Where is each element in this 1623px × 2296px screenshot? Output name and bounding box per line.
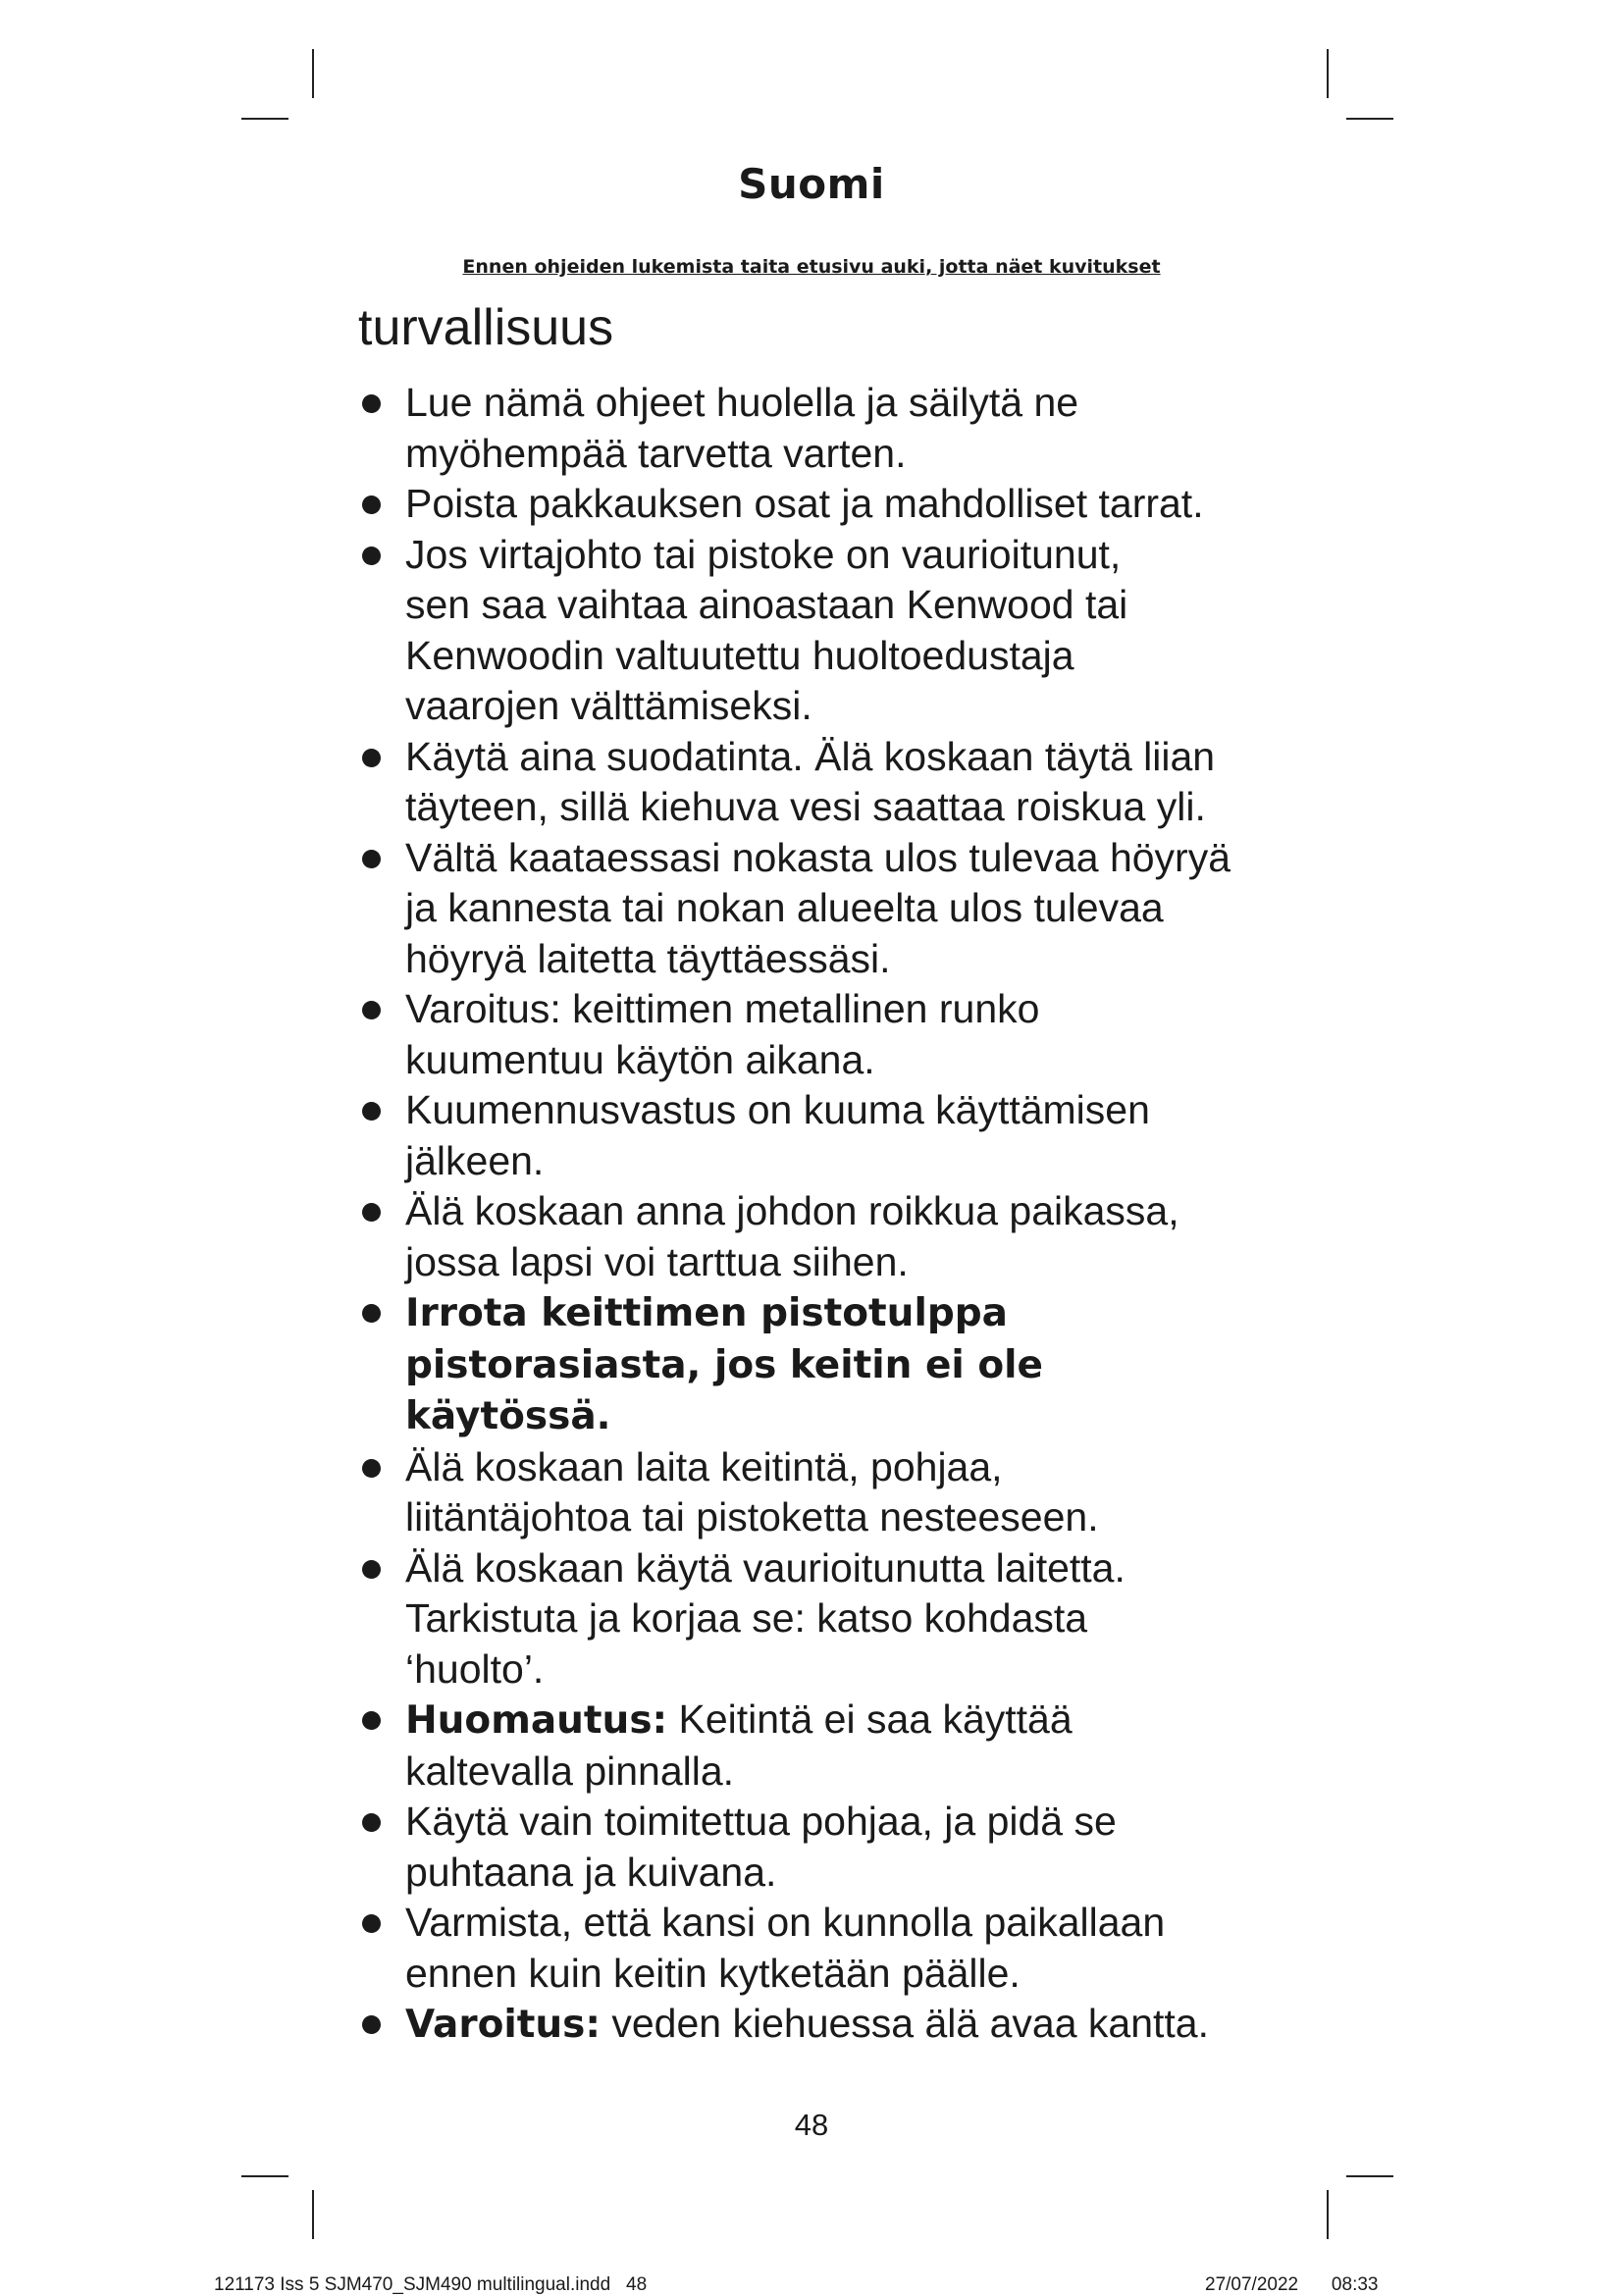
bullet-dot-icon [362, 749, 381, 767]
bullet-line [405, 429, 1298, 480]
bullet-line [405, 1593, 1298, 1644]
bullet-line [405, 631, 1298, 682]
bullet-item [356, 378, 1298, 479]
bullet-strong-text: pistorasiasta, jos keitin ei ole [405, 1342, 1043, 1387]
crop-mark-top-right-horizontal [1346, 118, 1393, 120]
bullet-text: Varmista, että kansi on kunnolla paikallaan [405, 1900, 1166, 1945]
bullet-line [405, 732, 1298, 783]
bullet-item [356, 1695, 1298, 1797]
bullet-line [405, 1848, 1298, 1899]
crop-mark-bottom-right-vertical [1327, 2190, 1329, 2239]
bullet-text: Varoitus: keittimen metallinen runko [405, 986, 1040, 1031]
bullet-text: Tarkistuta ja korjaa se: katso kohdasta [405, 1595, 1088, 1641]
bullet-text: Käytä aina suodatinta. Älä koskaan täytä liian [405, 733, 1216, 779]
bullet-dot-icon [362, 1001, 381, 1019]
bullet-dot-icon [362, 1102, 381, 1121]
bullet-item [356, 1898, 1298, 1999]
crop-mark-bottom-left-horizontal [241, 2175, 288, 2177]
bullet-line [405, 1390, 1298, 1442]
bullet-item [356, 1085, 1298, 1186]
bullet-line [405, 1492, 1298, 1543]
safety-bullet-list [356, 378, 1298, 2051]
bullet-dot-icon [362, 1914, 381, 1933]
bullet-dot-icon [362, 394, 381, 413]
bullet-item [356, 1999, 1298, 2051]
bullet-dot-icon [362, 1304, 381, 1323]
bullet-line [405, 1237, 1298, 1288]
bullet-text: Jos virtajohto tai pistoke on vaurioitunut, [405, 531, 1122, 577]
bullet-text: kuumentuu käytön aikana. [405, 1036, 875, 1082]
bullet-line [405, 1695, 1298, 1747]
crop-mark-top-left-vertical [312, 49, 314, 98]
bullet-text: Älä koskaan käytä vaurioitunutta laitetta. [405, 1544, 1126, 1591]
bullet-line [405, 1543, 1298, 1594]
bullet-text: jälkeen. [405, 1137, 545, 1183]
bullet-line [405, 1186, 1298, 1237]
bullet-line [405, 883, 1298, 934]
bullet-text: liitäntäjohtoa tai pistoketta nesteeseen. [405, 1494, 1099, 1539]
bullet-text: Käytä vain toimitettua pohjaa, ja pidä se [405, 1799, 1117, 1844]
bullet-text: Älä koskaan laita keitintä, pohjaa, [405, 1443, 1003, 1489]
bullet-dot-icon [362, 1203, 381, 1222]
bullet-line [405, 1339, 1298, 1391]
bullet-line [405, 1999, 1298, 2051]
bullet-line [405, 1287, 1298, 1339]
bullet-line [405, 1949, 1298, 2000]
crop-mark-top-left-horizontal [241, 118, 288, 120]
bullet-text: kaltevalla pinnalla. [405, 1748, 735, 1794]
bullet-text: höyryä laitetta täyttäessäsi. [405, 935, 891, 981]
bullet-dot-icon [362, 1560, 381, 1579]
bullet-text: vaarojen välttämiseksi. [405, 683, 812, 728]
bullet-item [356, 833, 1298, 985]
bullet-text: Älä koskaan anna johdon roikkua paikassa, [405, 1188, 1179, 1233]
bullet-text: Kuumennusvastus on kuuma käyttämisen [405, 1087, 1150, 1132]
bullet-dot-icon [362, 850, 381, 868]
footer-file-info: 121173 Iss 5 SJM470_SJM490 multilingual.indd 48 [214, 2274, 648, 2295]
bullet-line [405, 378, 1298, 429]
bullet-line [405, 934, 1298, 985]
bullet-text: ‘huolto’. [405, 1645, 545, 1692]
bullet-strong-text: käytössä. [405, 1394, 611, 1438]
bullet-line [405, 479, 1298, 530]
bullet-line [405, 984, 1298, 1035]
bullet-line [405, 530, 1298, 581]
bullet-text: täyteen, sillä kiehuva vesi saattaa roiskua yli. [405, 784, 1206, 829]
bullet-text: veden kiehuessa älä avaa kantta. [600, 2001, 1209, 2046]
language-title: Suomi [738, 160, 885, 208]
crop-mark-bottom-right-horizontal [1346, 2175, 1393, 2177]
bullet-item [356, 530, 1298, 732]
crop-mark-bottom-left-vertical [312, 2190, 314, 2239]
bullet-line [405, 1898, 1298, 1949]
bullet-dot-icon [362, 496, 381, 514]
bullet-line [405, 1085, 1298, 1136]
bullet-text: jossa lapsi voi tarttua siihen. [405, 1238, 909, 1284]
bullet-item [356, 1442, 1298, 1543]
bullet-text: Keitintä ei saa käyttää [667, 1696, 1073, 1742]
bullet-text: ja kannesta tai nokan alueelta ulos tulevaa [405, 885, 1164, 930]
bullet-line [405, 1442, 1298, 1493]
bullet-item [356, 479, 1298, 530]
bullet-text: Lue nämä ohjeet huolella ja säilytä ne [405, 380, 1079, 425]
bullet-item [356, 1287, 1298, 1442]
bullet-text: Vältä kaataessasi nokasta ulos tulevaa höyryä [405, 834, 1231, 880]
bullet-dot-icon [362, 2015, 381, 2034]
bullet-strong-text: Varoitus: [405, 2003, 601, 2047]
bullet-text: puhtaana ja kuivana. [405, 1849, 777, 1895]
intro-note: Ennen ohjeiden lukemista taita etusivu auki, jotta näet kuvitukset [462, 256, 1161, 278]
bullet-line [405, 580, 1298, 631]
bullet-line [405, 1644, 1298, 1696]
bullet-item [356, 732, 1298, 833]
bullet-item [356, 1186, 1298, 1287]
crop-mark-top-right-vertical [1327, 49, 1329, 98]
bullet-dot-icon [362, 547, 381, 565]
bullet-line [405, 1136, 1298, 1187]
bullet-strong-text: Huomautus: [405, 1698, 668, 1743]
bullet-dot-icon [362, 1459, 381, 1478]
bullet-line [405, 1797, 1298, 1848]
bullet-line [405, 833, 1298, 884]
bullet-item [356, 984, 1298, 1085]
bullet-line [405, 1747, 1298, 1798]
section-heading: turvallisuus [358, 299, 614, 356]
bullet-text: ennen kuin keitin kytketään päälle. [405, 1950, 1021, 1996]
bullet-item [356, 1797, 1298, 1898]
bullet-item [356, 1543, 1298, 1696]
bullet-dot-icon [362, 1711, 381, 1730]
bullet-text: sen saa vaihtaa ainoastaan Kenwood tai [405, 582, 1128, 627]
bullet-line [405, 1035, 1298, 1086]
footer-datetime: 27/07/2022 08:33 [1205, 2274, 1379, 2295]
page-number: 48 [794, 2108, 829, 2142]
bullet-strong-text: Irrota keittimen pistotulppa [405, 1291, 1008, 1335]
bullet-dot-icon [362, 1813, 381, 1832]
bullet-text: Kenwoodin valtuutettu huoltoedustaja [405, 632, 1074, 678]
bullet-line [405, 782, 1298, 833]
bullet-text: Poista pakkauksen osat ja mahdolliset tarrat. [405, 481, 1204, 526]
bullet-line [405, 681, 1298, 732]
bullet-text: myöhempää tarvetta varten. [405, 430, 907, 476]
